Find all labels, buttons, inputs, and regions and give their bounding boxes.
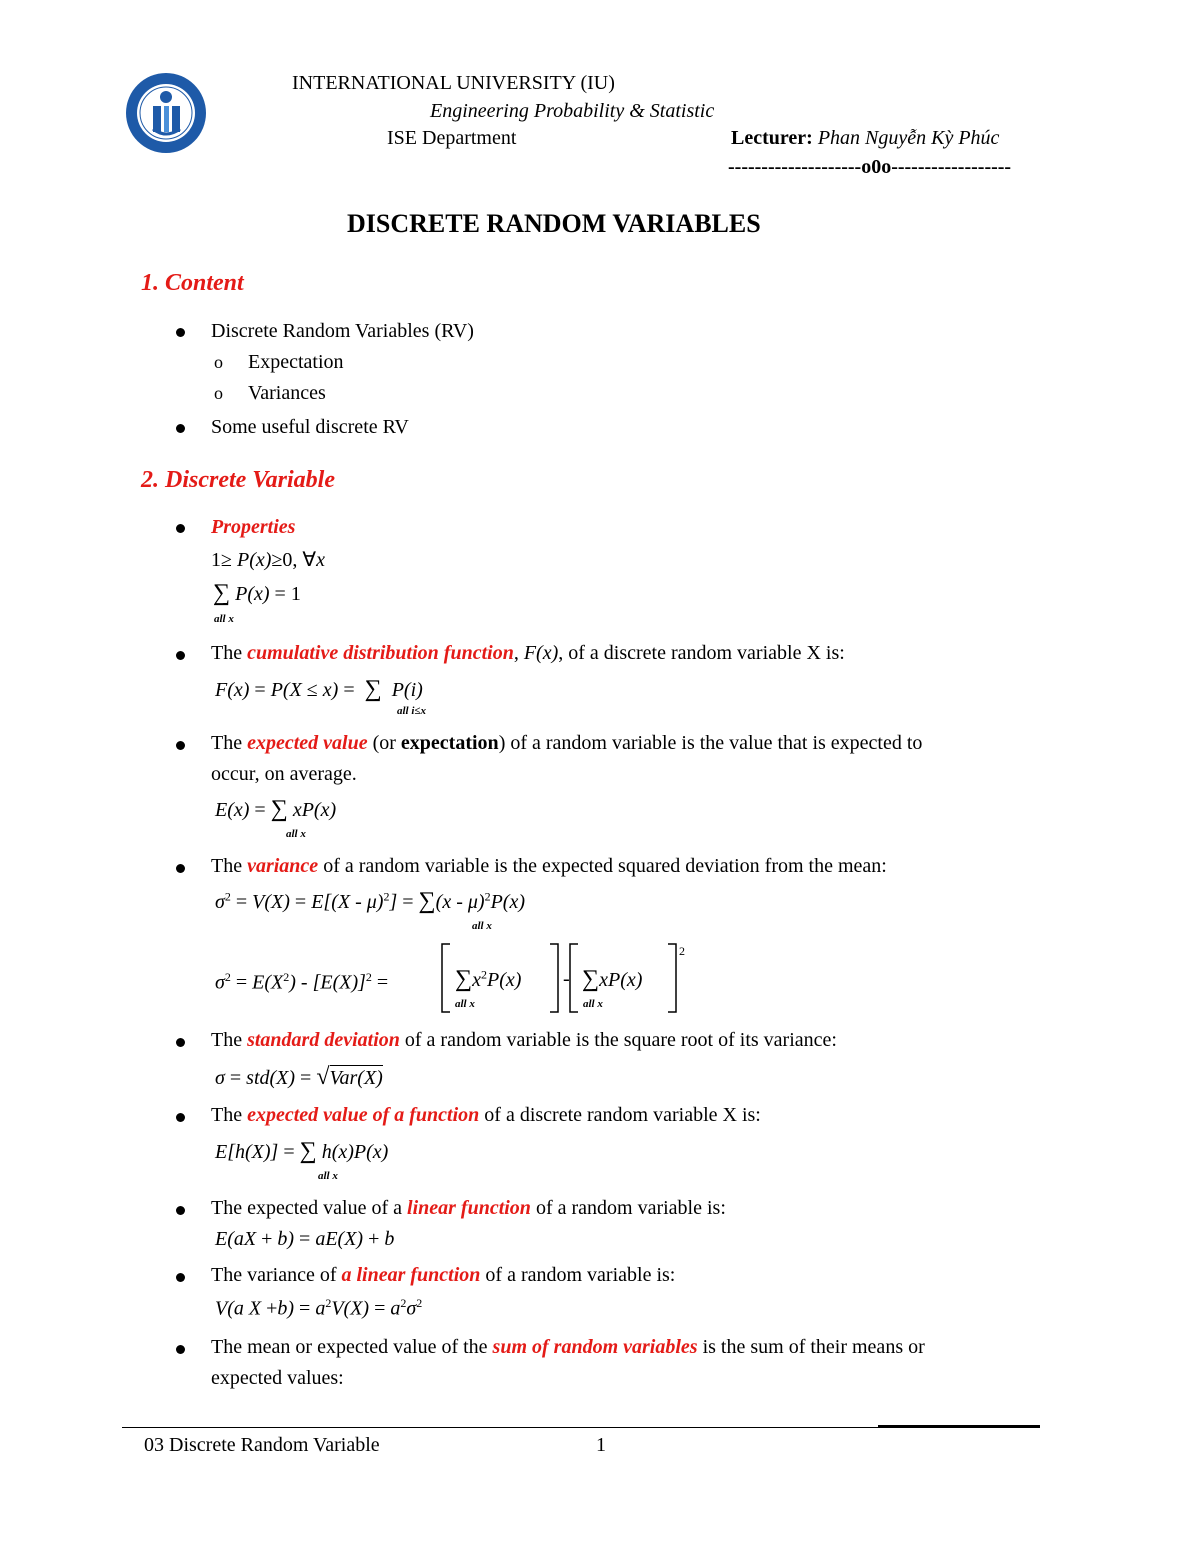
text: , bbox=[513, 642, 524, 664]
footer-rule-thick bbox=[878, 1425, 1040, 1428]
formula-cdf: F(x) = P(X ≤ x) = ∑ P(i) bbox=[215, 676, 423, 702]
list-item: Discrete Random Variables (RV) bbox=[211, 320, 474, 342]
sub-bullet: o bbox=[214, 352, 223, 372]
linear-var-definition bbox=[211, 1264, 675, 1287]
term: a linear function bbox=[341, 1264, 481, 1286]
footer-document-name: 03 Discrete Random Variable bbox=[144, 1434, 380, 1456]
text: The bbox=[211, 642, 248, 664]
bullet bbox=[176, 864, 185, 873]
term: expected value of a function bbox=[247, 1104, 480, 1126]
bullet bbox=[176, 651, 185, 660]
text: is the sum of their means or bbox=[697, 1336, 925, 1358]
bullet bbox=[176, 524, 185, 533]
formula-ev: E(x) = ∑ xP(x) bbox=[215, 796, 337, 822]
term: expectation bbox=[400, 732, 499, 754]
text: The bbox=[211, 1104, 248, 1126]
text: The bbox=[211, 1029, 248, 1051]
term: sum of random variables bbox=[492, 1336, 698, 1358]
term: variance bbox=[247, 855, 319, 877]
sum-rv-definition bbox=[211, 1336, 925, 1359]
text: of a random variable is: bbox=[480, 1264, 676, 1286]
term: F(x) bbox=[523, 642, 559, 664]
formula-prob-sum: ∑ P(x) = 1 bbox=[213, 580, 301, 606]
text: ) of a random variable is the value that is expected to bbox=[498, 732, 923, 754]
sum-rv-definition-cont: expected values: bbox=[211, 1367, 344, 1389]
bullet bbox=[176, 1038, 185, 1047]
text: The mean or expected value of the bbox=[211, 1336, 493, 1358]
bullet bbox=[176, 1113, 185, 1122]
cdf-definition bbox=[211, 642, 845, 665]
term: standard deviation bbox=[247, 1029, 400, 1051]
department: ISE Department bbox=[387, 127, 517, 149]
bullet bbox=[176, 741, 185, 750]
bullet bbox=[176, 424, 185, 433]
page-title: DISCRETE RANDOM VARIABLES bbox=[347, 209, 761, 238]
std-definition bbox=[211, 1029, 837, 1052]
ev-definition-cont: occur, on average. bbox=[211, 763, 357, 785]
text: of a random variable is the expected squared deviation from the mean: bbox=[318, 855, 887, 877]
text: , of a discrete random variable X is: bbox=[558, 642, 845, 664]
evf-definition bbox=[211, 1104, 761, 1127]
list-subitem: Variances bbox=[248, 382, 326, 404]
variance-definition bbox=[211, 855, 887, 878]
svg-text:-: - bbox=[563, 968, 570, 990]
sum-subscript: all x bbox=[455, 998, 475, 1010]
properties-label: Properties bbox=[211, 516, 296, 538]
term: linear function bbox=[407, 1197, 531, 1219]
text: The bbox=[211, 855, 248, 877]
bullet bbox=[176, 328, 185, 337]
bullet bbox=[176, 1206, 185, 1215]
formula-evf: E[h(X)] = ∑ h(x)P(x) bbox=[215, 1138, 389, 1164]
text: The variance of bbox=[211, 1264, 342, 1286]
svg-text:2: 2 bbox=[679, 944, 685, 958]
page-number: 1 bbox=[596, 1434, 606, 1456]
university-name: INTERNATIONAL UNIVERSITY (IU) bbox=[292, 72, 615, 94]
sum-subscript: all x bbox=[286, 828, 306, 840]
text: The expected value of a bbox=[211, 1197, 408, 1219]
formula-sum-xpx: ∑xP(x) bbox=[582, 966, 643, 992]
list-subitem: Expectation bbox=[248, 351, 344, 373]
formula-variance-2: $\sigma^2 = E(X^2) - [E(X)]^2$ = bbox=[215, 970, 389, 994]
sum-subscript: all x bbox=[472, 920, 492, 932]
formula-linear-var: V(a $X +b) = a^2V(X) = a^2\sigma^2$ bbox=[215, 1296, 423, 1320]
text: (or bbox=[367, 732, 401, 754]
university-logo bbox=[124, 71, 208, 155]
section-content-heading: 1. Content bbox=[141, 270, 244, 296]
term: cumulative distribution function bbox=[247, 642, 514, 664]
formula-std: σ = std(X) = √Var(X) bbox=[215, 1064, 383, 1090]
lecturer-name: Phan Nguyễn Kỳ Phúc bbox=[817, 127, 1000, 149]
text: of a discrete random variable X is: bbox=[479, 1104, 761, 1126]
bullet bbox=[176, 1345, 185, 1354]
term: expected value bbox=[247, 732, 368, 754]
formula-prob-bounds: 1≥ P(x)≥0, ∀x bbox=[211, 549, 325, 571]
text: of a random variable is the square root of its variance: bbox=[399, 1029, 837, 1051]
text: The bbox=[211, 732, 248, 754]
lecturer-label: Lecturer: bbox=[731, 127, 813, 149]
lecturer bbox=[731, 127, 999, 150]
sum-subscript: all x bbox=[583, 998, 603, 1010]
bullet bbox=[176, 1273, 185, 1282]
sub-bullet: o bbox=[214, 383, 223, 403]
list-item: Some useful discrete RV bbox=[211, 416, 409, 438]
linear-ev-definition bbox=[211, 1197, 726, 1220]
formula-linear-ev: E(aX + b) = aE(X) + b bbox=[215, 1228, 395, 1250]
sum-subscript: all x bbox=[318, 1170, 338, 1182]
sum-subscript: all x bbox=[214, 613, 234, 625]
section-discrete-heading: 2. Discrete Variable bbox=[141, 467, 335, 493]
ev-definition bbox=[211, 732, 922, 755]
text: of a random variable is: bbox=[530, 1197, 726, 1219]
course-name: Engineering Probability & Statistic bbox=[430, 100, 715, 122]
header-separator: --------------------o0o------------------ bbox=[728, 156, 1012, 178]
formula-variance-1: $\sigma^2 = V(X) = E[(X - \mu)^2] = \sum(x - \mu)^2P(x)$ bbox=[215, 888, 525, 914]
sum-subscript: all i≤x bbox=[397, 705, 426, 717]
formula-sum-x2px: $\sum x^2P(x)$ bbox=[455, 966, 522, 992]
